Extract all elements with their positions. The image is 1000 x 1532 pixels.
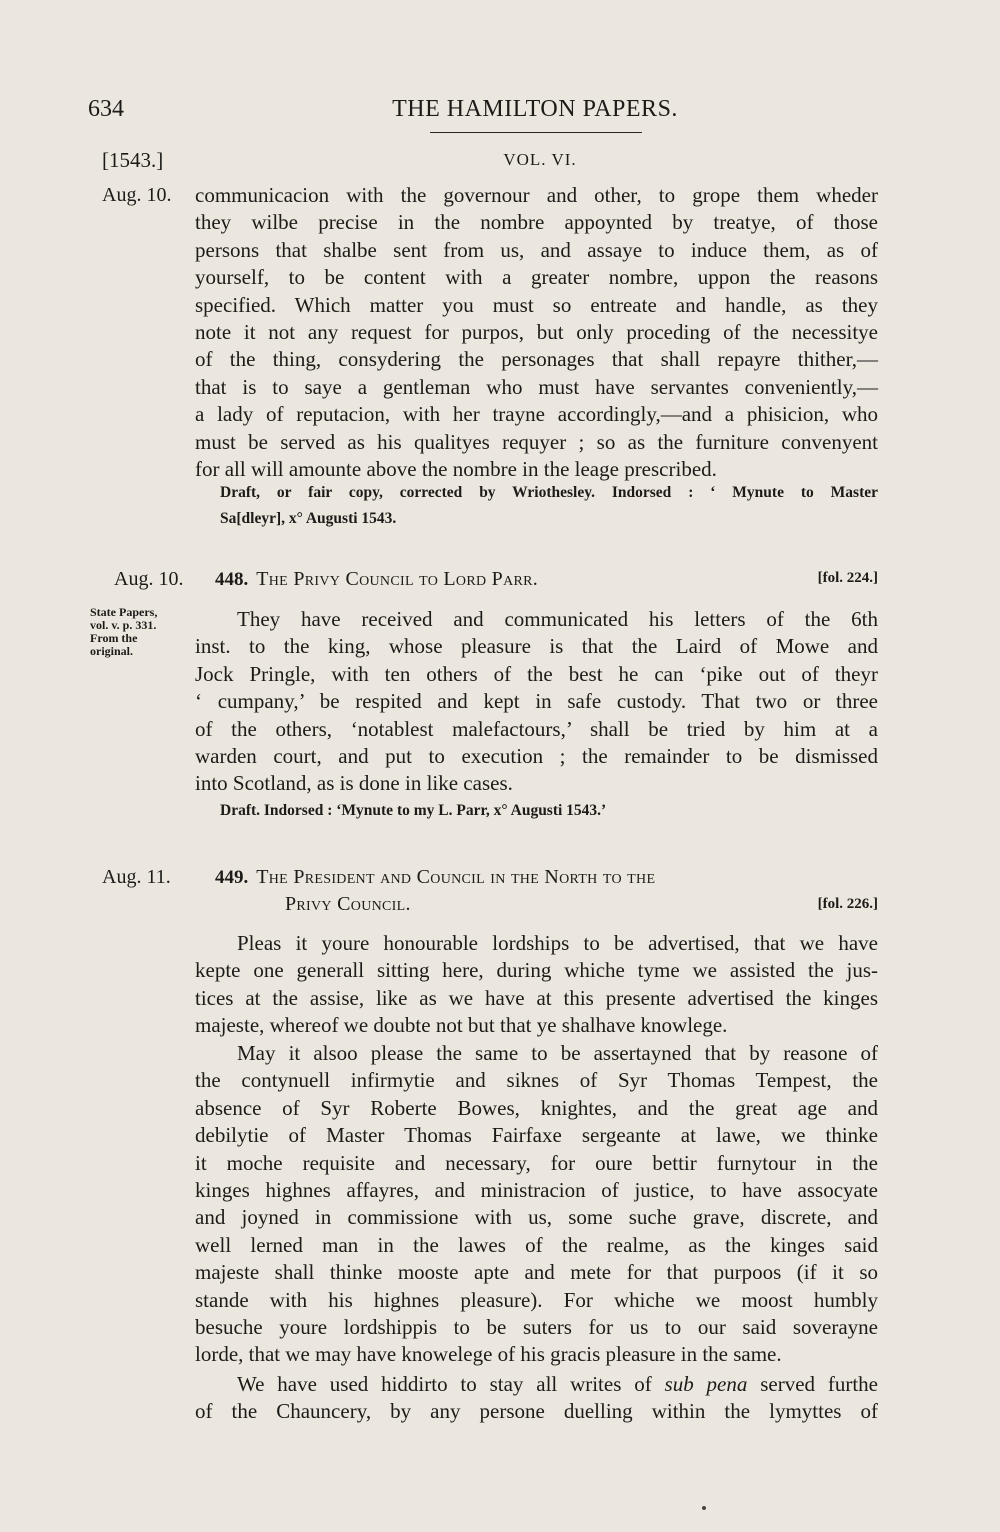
entry-title: Privy Council. — [285, 893, 411, 915]
text-line: yourself, to be content with a greater nombre, uppon the reasons — [195, 265, 878, 290]
text-segment: We have used hiddirto to stay all writes of — [237, 1372, 665, 1396]
folio-reference: [fol. 226.] — [817, 896, 878, 912]
entry-449-heading — [215, 866, 878, 889]
text-line — [195, 1371, 878, 1398]
entry-449-paragraph-3 — [195, 1371, 878, 1426]
sidenote-line: From the — [90, 631, 138, 645]
editorial-note — [220, 798, 878, 824]
volume-label: VOL. VI. — [503, 150, 577, 169]
text-line: kinges highnes affayres, and ministracion of justice, to have assocyate — [195, 1178, 878, 1203]
text-line: a lady of reputacion, with her trayne accordingly,—and a phisicion, who — [195, 402, 878, 427]
entry-date: Aug. 10. — [114, 568, 184, 590]
note-line: Draft. Indorsed : ‘Mynute to my L. Parr, x° Augusti 1543.’ — [220, 802, 607, 819]
continuation-text — [195, 182, 878, 483]
text-line: they wilbe precise in the nombre appoynted by treatye, of those — [195, 210, 878, 235]
ink-speck — [702, 1506, 706, 1510]
text-line: specified. Which matter you must so entreate and handle, as they — [195, 292, 878, 317]
text-line: debilytie of Master Thomas Fairfaxe sergeante at lawe, we thinke — [195, 1123, 878, 1148]
header-rule — [430, 132, 642, 133]
entry-449-heading-cont — [215, 893, 878, 916]
text-segment: served furthe — [747, 1372, 878, 1396]
text-line: absence of Syr Roberte Bowes, knightes, and the great age and — [195, 1095, 878, 1120]
editorial-note — [220, 480, 878, 532]
italic-phrase: sub pena — [664, 1372, 748, 1396]
text-line: lorde, that we may have knowelege of his gracis pleasure in the same. — [195, 1342, 782, 1367]
year-marker: [1543.] — [102, 148, 164, 172]
text-line: of the others, ‘notablest malefactours,’ shall be tried by him at a — [195, 716, 878, 741]
entry-448-text — [195, 606, 878, 798]
text-line: of the Chauncery, by any persone duelling within the lymyttes of — [195, 1399, 878, 1424]
text-line: majeste shall thinke mooste apte and mete for that purpoos (if it so — [195, 1260, 878, 1285]
text-line: besuche youre lordshippis to be suters for us to our said soverayne — [195, 1315, 878, 1340]
text-line: into Scotland, as is done in like cases. — [195, 771, 513, 796]
entry-449-paragraph-2 — [195, 1040, 878, 1369]
entry-449-paragraph-1 — [195, 930, 878, 1040]
text-line: They have received and communicated his letters of the 6th — [237, 607, 878, 631]
entry-title: The President and Council in the North to the — [256, 866, 656, 888]
text-line: Pleas it youre honourable lordships to be advertised, that we have — [237, 931, 878, 955]
entry-number: 449. — [215, 867, 249, 888]
text-line: for all will amounte above the nombre in the leage prescribed. — [195, 457, 717, 482]
text-line: stande with his highnes pleasure). For whiche we moost humbly — [195, 1287, 878, 1312]
note-line: Draft, or fair copy, corrected by Wriothesley. Indorsed : ‘ Mynute to Master — [220, 484, 878, 501]
text-line: note it not any request for purpos, but only proceding of the necessitye — [195, 320, 878, 345]
sidenote-line: original. — [90, 644, 134, 658]
text-line: that is to saye a gentleman who must have servantes conveniently,— — [195, 374, 878, 399]
text-line: tices at the assise, like as we have at this presente advertised the kinges — [195, 985, 878, 1010]
text-line: the contynuell infirmytie and siknes of Syr Thomas Tempest, the — [195, 1068, 878, 1093]
text-line: communicacion with the governour and other, to grope them wheder — [195, 183, 878, 207]
entry-448-heading — [215, 568, 878, 591]
entry-number: 448. — [215, 569, 249, 590]
text-line: Jock Pringle, with ten others of the best he can ‘pike out of theyr — [195, 661, 878, 686]
text-line: ‘ cumpany,’ be respited and kept in safe custody. That two or three — [195, 689, 878, 714]
running-title: THE HAMILTON PAPERS. — [392, 96, 678, 122]
entry-date: Aug. 10. — [102, 184, 172, 206]
text-line: well lerned man in the lawes of the realme, as the kinges said — [195, 1232, 878, 1257]
text-line: of the thing, consydering the personages that shall repayre thither,— — [195, 347, 878, 372]
sidenote-line: State Papers, — [90, 605, 158, 619]
text-line: warden court, and put to execution ; the remainder to be dismissed — [195, 744, 878, 769]
page-number: 634 — [88, 96, 124, 122]
entry-title: The Privy Council to Lord Parr. — [256, 568, 539, 590]
text-line: May it alsoo please the same to be assertayned that by reasone of — [237, 1041, 878, 1065]
note-line: Sa[dleyr], x° Augusti 1543. — [220, 510, 397, 527]
text-line: and joyned in commissione with us, some suche grave, discrete, and — [195, 1205, 878, 1230]
sidenote-line: vol. v. p. 331. — [90, 618, 157, 632]
text-line: inst. to the king, whose pleasure is that the Laird of Mowe and — [195, 634, 878, 659]
text-line: it moche requisite and necessary, for oure bettir furnytour in the — [195, 1150, 878, 1175]
source-sidenote — [90, 606, 190, 658]
text-line: kepte one generall sitting here, during whiche tyme we assisted the jus- — [195, 958, 878, 983]
text-line: persons that shalbe sent from us, and assaye to induce them, as of — [195, 237, 878, 262]
text-line: must be served as his qualityes requyer ; so as the furniture convenyent — [195, 429, 878, 454]
text-line: majeste, whereof we doubte not but that ye shalhave knowlege. — [195, 1013, 728, 1038]
folio-reference: [fol. 224.] — [817, 570, 878, 586]
entry-date: Aug. 11. — [102, 866, 171, 888]
